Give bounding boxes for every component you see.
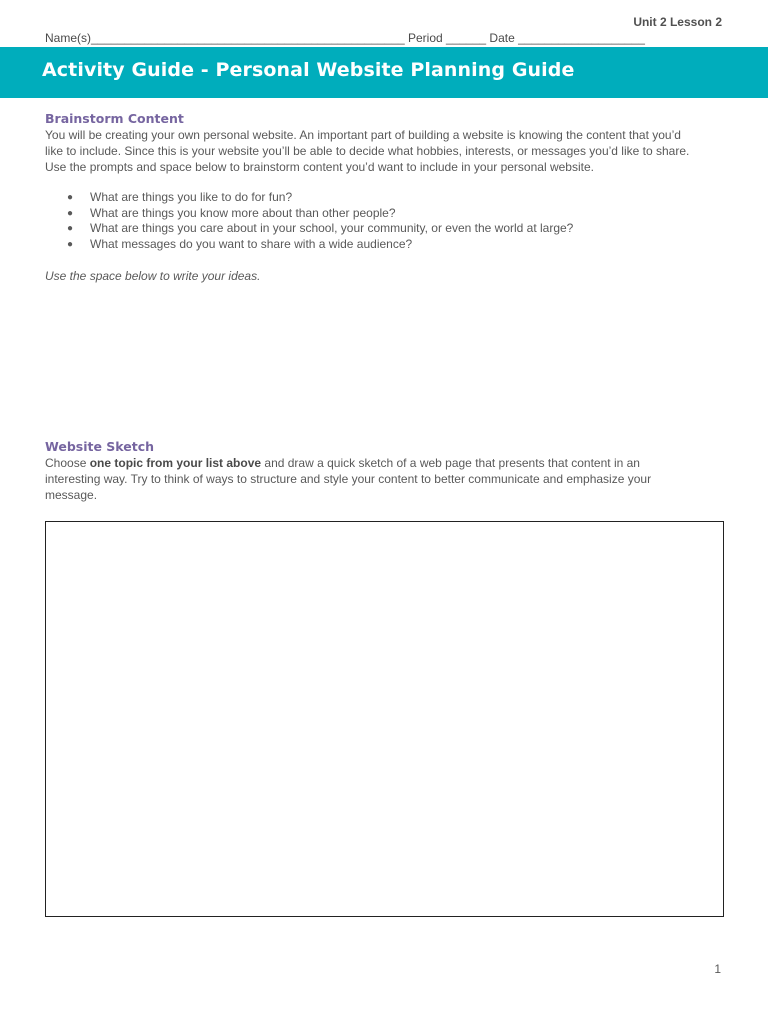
page-number: 1	[714, 962, 721, 976]
instruction-line: interesting way. Try to think of ways to structure and style your content to better communicate and emphasize your	[45, 472, 652, 486]
lesson-label: Unit 2 Lesson 2	[633, 15, 722, 29]
list-item	[67, 237, 573, 253]
instruction-rest: and draw a quick sketch of a web page that presents that content in an	[261, 456, 640, 470]
prompt-text: What are things you like to do for fun?	[90, 190, 293, 204]
brainstorm-heading: Brainstorm Content	[45, 111, 184, 126]
list-item	[67, 221, 573, 237]
prompt-text: What messages do you want to share with a wide audience?	[90, 236, 413, 251]
sketch-instructions	[45, 455, 725, 503]
list-item	[67, 206, 573, 222]
intro-line: You will be creating your own personal website. An important part of building a website is knowing the content that you’d	[45, 128, 681, 142]
title-banner	[0, 47, 768, 98]
instruction-bold: one topic from your list above	[89, 456, 262, 470]
intro-line: Use the prompts and space below to brainstorm content you’d want to include in your personal website.	[45, 160, 594, 174]
page-title: Activity Guide - Personal Website Planning Guide	[42, 59, 575, 81]
bullet-icon: ●	[67, 192, 74, 203]
instruction-line	[45, 455, 725, 471]
bullet-icon: ●	[67, 223, 74, 234]
intro-line: like to include. Since this is your website you’ll be able to decide what hobbies, interests, or messages you’d like to share.	[45, 144, 690, 158]
prompt-text: What are things you know more about than other people?	[90, 205, 396, 220]
ideas-hint: Use the space below to write your ideas.	[45, 269, 261, 283]
prompt-text: What are things you care about in your school, your community, or even the world at large?	[90, 221, 574, 235]
bullet-icon: ●	[67, 207, 74, 219]
brainstorm-intro	[45, 127, 725, 175]
instruction-lead: Choose	[45, 456, 90, 470]
name-period-date-line: Name(s)_______________________________________________ Period ______ Date ___________________	[45, 31, 645, 45]
instruction-line: message.	[45, 488, 98, 502]
sketch-area[interactable]	[45, 521, 724, 917]
sketch-heading: Website Sketch	[45, 439, 155, 454]
list-item	[67, 190, 573, 206]
bullet-icon: ●	[67, 238, 74, 250]
prompt-list	[67, 190, 573, 252]
